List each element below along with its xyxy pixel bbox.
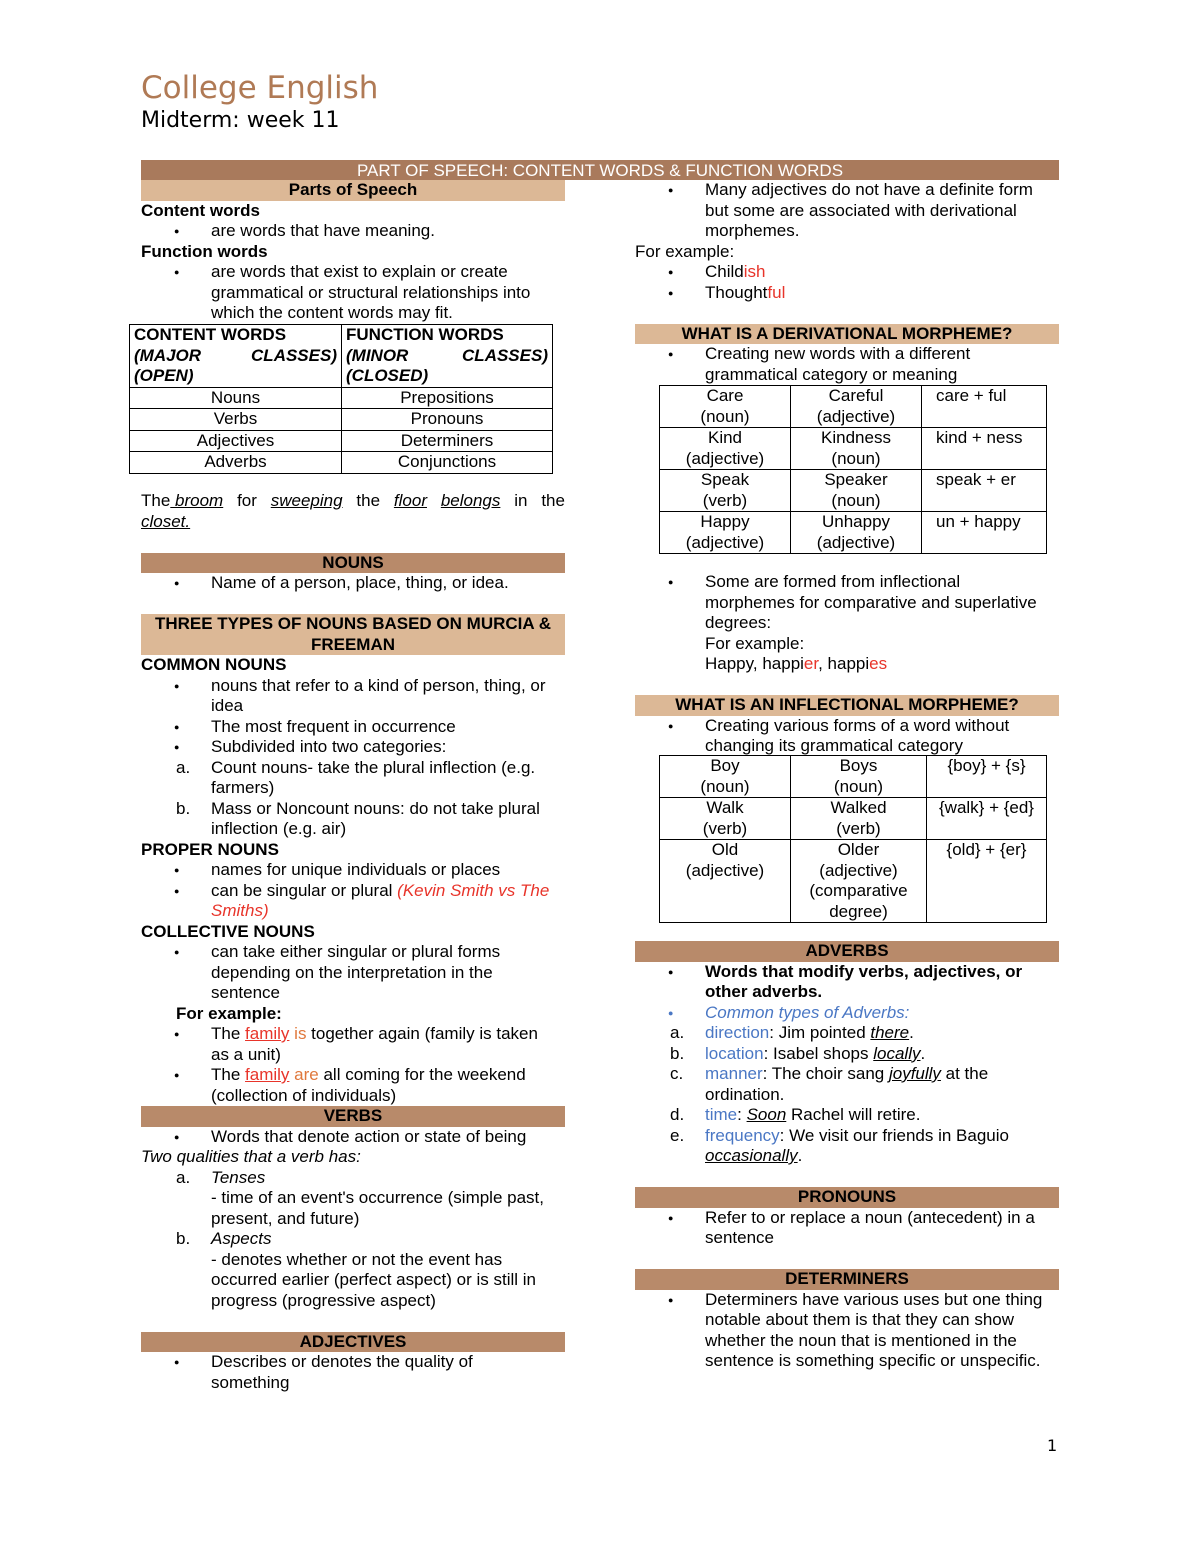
word: CLASSES) [251, 345, 337, 365]
line: ● Describes or denotes the quality of [211, 1352, 473, 1371]
collective-nouns-label: COLLECTIVE NOUNS [141, 921, 315, 941]
for-example-label: For example: [635, 241, 735, 261]
line: ● Refer to or replace a noun (antecedent) in a [705, 1207, 1035, 1227]
determiners-list [635, 1290, 1059, 1372]
line: Mass or Noncount nouns: do not take plural [211, 798, 540, 818]
table-cell [660, 840, 791, 923]
list-item [635, 1208, 1059, 1249]
suffix: ish [743, 262, 766, 281]
list-item: ● Words that denote action or state of being [141, 1127, 565, 1148]
text: together again (family is taken [306, 1024, 538, 1043]
list-item [141, 881, 565, 922]
line: morphemes. [705, 221, 800, 240]
line: whether the noun that is mentioned in the [705, 1330, 1017, 1350]
line: farmers) [211, 778, 275, 797]
table-cell: Prepositions [342, 387, 553, 409]
spacer [635, 1249, 1059, 1270]
word: The [141, 491, 171, 510]
table-row [660, 840, 1047, 923]
text: : We visit our friends in Baguio [779, 1125, 1009, 1145]
verbs-header: VERBS [141, 1106, 565, 1127]
line: (adjective) [816, 532, 896, 552]
line: FREEMAN [310, 634, 396, 654]
line: Count nouns- take the plural inflection (e.g. [211, 757, 536, 777]
word: the [356, 491, 381, 510]
word: for [237, 491, 257, 510]
line: Unhappy [821, 512, 891, 531]
table-cell [791, 386, 922, 428]
word: CLASSES) [462, 345, 548, 365]
line: (adjective) [819, 860, 898, 880]
nouns-header: NOUNS [141, 553, 565, 574]
left-column-lower [141, 491, 565, 1393]
list-item [635, 962, 1059, 1003]
list-item [141, 799, 565, 840]
list-marker: b. [176, 1229, 191, 1248]
table-row [660, 756, 1047, 798]
line: which the content words may fit. [211, 303, 453, 322]
adverb-example: Soon [746, 1105, 787, 1124]
word: floor [393, 491, 427, 510]
text: . [920, 1043, 926, 1063]
line: idea [211, 696, 244, 715]
line [211, 1065, 565, 1086]
table-cell: Verbs [130, 409, 342, 431]
line: (noun) [831, 490, 881, 510]
table-row [130, 387, 553, 409]
content-words-list [141, 221, 565, 242]
list-marker: a. [670, 1023, 685, 1042]
spacer [141, 594, 565, 615]
page-number: 1 [1047, 1436, 1058, 1455]
function-words-label: Function words [141, 241, 268, 261]
line: Walk [706, 798, 744, 817]
text: Rachel will retire. [786, 1105, 921, 1124]
list-item: ● are words that have meaning. [141, 221, 565, 242]
content-words-label: Content words [141, 200, 260, 220]
line: grammatical or structural relationships into [211, 282, 531, 302]
right-column-top [635, 180, 1059, 385]
line [134, 346, 337, 367]
line: Speaker [824, 470, 888, 489]
content-function-table [129, 324, 553, 474]
two-qualities-label: Two qualities that a verb has: [141, 1147, 361, 1166]
list-item [635, 344, 1059, 385]
line: Boys [839, 756, 878, 775]
adverbs-header: ADVERBS [635, 941, 1059, 962]
line: depending on the interpretation in the [211, 962, 493, 982]
list-item [635, 1290, 1059, 1372]
highlight-word: family [245, 1065, 290, 1084]
line: grammatical category or meaning [705, 364, 958, 384]
line: Care [706, 386, 744, 405]
table-cell [791, 756, 927, 798]
table-cell [660, 756, 791, 798]
spacer [141, 532, 565, 553]
table-row [130, 409, 553, 431]
list-item [141, 942, 565, 1004]
line: ● Determiners have various uses but one thing [705, 1289, 1043, 1309]
line [705, 1146, 1059, 1167]
word [141, 491, 223, 512]
table-row [660, 470, 1047, 512]
line: (CLOSED) [346, 366, 429, 385]
inflectional-list [635, 716, 1059, 757]
line: CONTENT WORDS [134, 325, 287, 344]
list-item [141, 262, 565, 324]
list-item [635, 1126, 1059, 1167]
inflectional-degree-list [635, 572, 1059, 675]
adjectives-list-cont [635, 180, 1059, 242]
line: ordination. [705, 1084, 785, 1104]
nouns-list [141, 573, 565, 594]
list-marker: a. [176, 757, 191, 777]
word: broom [170, 491, 224, 510]
text: : Isabel shops [763, 1043, 874, 1063]
table-cell: Determiners [342, 430, 553, 452]
proper-nouns-list [141, 860, 565, 922]
list-item: ● Common types of Adverbs: [635, 1003, 1059, 1024]
text: Happy, happi [705, 654, 804, 673]
derivational-list [635, 344, 1059, 385]
list-item [635, 1044, 1059, 1065]
list-marker: b. [176, 798, 191, 818]
right-column-mid [635, 572, 1059, 757]
line: ● can take either singular or plural forms [211, 942, 501, 961]
adverbs-list [635, 962, 1059, 1024]
table-cell: {boy} + {s} [927, 756, 1047, 798]
list-item: ● Subdivided into two categories: [141, 737, 565, 758]
table-cell: speak + er [922, 470, 1047, 512]
inflectional-header: WHAT IS AN INFLECTIONAL MORPHEME? [635, 695, 1059, 716]
line: Boy [710, 756, 740, 775]
line: (noun) [700, 406, 750, 426]
proper-nouns-label: PROPER NOUNS [141, 839, 279, 859]
line: sentence [705, 1228, 774, 1247]
adverb-type: location [705, 1043, 764, 1063]
adjectives-header: ADJECTIVES [141, 1332, 565, 1353]
text: Thought [705, 282, 768, 302]
verbs-list [141, 1127, 565, 1148]
line: degrees: [705, 613, 772, 632]
line [705, 654, 1059, 675]
line: (noun) [700, 776, 750, 796]
list-item [635, 716, 1059, 757]
line: ● nouns that refer to a kind of person, thing, or [211, 675, 546, 695]
line: progress (progressive aspect) [211, 1290, 436, 1310]
line: ● Creating various forms of a word without [705, 715, 1010, 735]
highlight-word: are [289, 1065, 319, 1084]
function-words-list [141, 262, 565, 324]
spacer [141, 1311, 565, 1332]
list-item: ● The most frequent in occurrence [141, 717, 565, 738]
collective-nouns-list [141, 942, 565, 1004]
table-cell [791, 840, 927, 923]
line: (comparative [809, 881, 908, 900]
line: (noun) [831, 448, 881, 468]
line: Older [837, 840, 880, 859]
main-banner: PART OF SPEECH: CONTENT WORDS & FUNCTION WORDS [141, 160, 1059, 180]
line: ● Many adjectives do not have a definite form [705, 180, 1033, 199]
list-marker: d. [670, 1105, 685, 1124]
word: the [541, 491, 565, 510]
table-cell: care + ful [922, 386, 1047, 428]
table-cell: {old} + {er} [927, 840, 1047, 923]
list-item [141, 1024, 565, 1065]
table-cell [791, 798, 927, 840]
adverb-type: time [705, 1105, 738, 1124]
line [211, 881, 565, 902]
line: - denotes whether or not the event has [211, 1249, 503, 1269]
line: Kind [707, 428, 743, 447]
text: can be singular or plural [211, 880, 398, 900]
table-cell [791, 428, 922, 470]
line: changing its grammatical category [705, 736, 963, 755]
pronouns-header: PRONOUNS [635, 1187, 1059, 1208]
table-row [130, 430, 553, 452]
table-cell: kind + ness [922, 428, 1047, 470]
table-cell [791, 512, 922, 554]
table-cell: un + happy [922, 512, 1047, 554]
line: Tenses [211, 1167, 266, 1187]
line: sentence is something specific or unspecific. [705, 1351, 1041, 1370]
example-sentence [141, 491, 565, 512]
line: ● Words that modify verbs, adjectives, or [705, 961, 1023, 981]
three-types-header [141, 614, 565, 655]
determiners-header: DETERMINERS [635, 1269, 1059, 1290]
text: : [737, 1105, 747, 1124]
line: Walked [830, 798, 887, 817]
text: . [797, 1146, 803, 1165]
suffix: ful [767, 282, 786, 302]
word: (MINOR [346, 345, 409, 365]
line: (noun) [833, 776, 884, 796]
table-row [660, 386, 1047, 428]
list-item [141, 1229, 565, 1311]
pronouns-list [635, 1208, 1059, 1249]
table-cell: Pronouns [342, 409, 553, 431]
line: Happy [700, 512, 750, 531]
line: Aspects [211, 1229, 272, 1248]
list-item [141, 758, 565, 799]
line: ● Some are formed from inflectional [705, 572, 961, 591]
line: occurred earlier (perfect aspect) or is still in [211, 1270, 537, 1289]
table-cell [660, 798, 791, 840]
inflectional-table [659, 755, 1047, 923]
table-cell [660, 470, 791, 512]
suffix: er [803, 654, 819, 673]
adjectives-list [141, 1352, 565, 1393]
adverb-example: locally [873, 1043, 921, 1063]
table-cell: Adjectives [130, 430, 342, 452]
suffix: es [869, 654, 888, 673]
line: inflection (e.g. air) [211, 819, 347, 838]
list-item: ● Name of a person, place, thing, or idea. [141, 573, 565, 594]
spacer [635, 303, 1059, 324]
adverb-example: occasionally [705, 1146, 798, 1165]
table-header-row [130, 325, 553, 388]
line: (OPEN) [134, 366, 194, 385]
text: Child [705, 262, 744, 281]
line: present, and future) [211, 1208, 360, 1228]
text: : The choir sang [762, 1064, 889, 1083]
example-text: (Kevin Smith vs The [397, 880, 550, 900]
word: in [514, 491, 528, 510]
for-example-label: For example: [176, 1003, 282, 1023]
line [346, 346, 548, 367]
function-words-header-cell [342, 325, 553, 388]
line: For example: [705, 633, 805, 653]
adverb-example: there [870, 1023, 910, 1042]
line [211, 1024, 565, 1045]
table-row [660, 798, 1047, 840]
line: THREE TYPES OF NOUNS BASED ON MURCIA & [154, 614, 552, 633]
line: notable about them is that they can show [705, 1310, 1015, 1329]
adverb-type: manner [705, 1064, 763, 1083]
text: , happi [818, 654, 870, 673]
table-cell [660, 512, 791, 554]
adverb-type: direction [705, 1023, 770, 1042]
line: other adverbs. [705, 982, 823, 1001]
table-cell [791, 470, 922, 512]
example-text: Smiths) [211, 901, 269, 920]
list-marker: a. [176, 1167, 191, 1187]
line: (collection of individuals) [211, 1085, 397, 1105]
list-item [635, 283, 1059, 304]
list-item: ● names for unique individuals or places [141, 860, 565, 881]
line: sentence [211, 983, 280, 1002]
line: Careful [828, 386, 884, 405]
line: (adjective) [816, 406, 896, 426]
table-cell [660, 428, 791, 470]
line: Old [711, 840, 739, 859]
text: at the [940, 1064, 989, 1083]
text: : Jim pointed [769, 1023, 871, 1042]
line: as a unit) [211, 1044, 281, 1064]
line: degree) [829, 901, 888, 921]
list-item [635, 262, 1059, 283]
list-item [141, 676, 565, 717]
line: Kindness [821, 428, 891, 447]
line: (adjective) [685, 860, 765, 880]
family-examples-list [141, 1024, 565, 1106]
list-marker: c. [670, 1064, 684, 1083]
example-sentence-end: closet. [141, 511, 191, 531]
line: (verb) [702, 490, 748, 510]
derivational-table [659, 385, 1047, 554]
content-words-header-cell [130, 325, 342, 388]
line: (verb) [702, 818, 748, 838]
table-cell: Adverbs [130, 452, 342, 474]
left-column [141, 180, 565, 324]
common-nouns-label: COMMON NOUNS [141, 655, 287, 674]
list-item [635, 572, 1059, 675]
spacer [635, 1167, 1059, 1188]
list-item [635, 1105, 1059, 1126]
line: ● are words that exist to explain or create [211, 262, 508, 281]
line: ● Creating new words with a different [705, 344, 971, 363]
list-item [635, 180, 1059, 242]
text: all coming for the weekend [318, 1065, 526, 1084]
common-nouns-list [141, 676, 565, 758]
list-item [141, 1065, 565, 1106]
table-row [660, 512, 1047, 554]
parts-of-speech-header: Parts of Speech [141, 180, 565, 201]
line: (verb) [836, 818, 881, 838]
text: The [211, 1024, 246, 1043]
text: . [909, 1023, 914, 1042]
list-item [635, 1023, 1059, 1044]
table-row [660, 428, 1047, 470]
table-cell: Conjunctions [342, 452, 553, 474]
table-cell: Nouns [130, 387, 342, 409]
derivational-header: WHAT IS A DERIVATIONAL MORPHEME? [635, 324, 1059, 345]
list-item [141, 1352, 565, 1393]
line: (adjective) [685, 448, 765, 468]
list-marker: b. [670, 1043, 685, 1063]
line [705, 1064, 1059, 1085]
table-row [130, 452, 553, 474]
adverb-type: frequency [705, 1125, 780, 1145]
word: (MAJOR [134, 345, 202, 365]
highlight-word: is [289, 1024, 307, 1043]
list-marker: e. [670, 1125, 685, 1145]
table-cell: {walk} + {ed} [927, 798, 1047, 840]
line: FUNCTION WORDS [346, 325, 504, 344]
line: Speak [700, 470, 750, 489]
line: but some are associated with derivational [705, 200, 1017, 220]
adverb-example: joyfully [888, 1064, 941, 1083]
list-item [141, 1168, 565, 1230]
line: morphemes for comparative and superlative [705, 592, 1037, 612]
line: - time of an event's occurrence (simple past, [211, 1188, 544, 1207]
table-cell [660, 386, 791, 428]
line [705, 1126, 1059, 1147]
line: (adjective) [685, 532, 765, 552]
word: sweeping [270, 491, 343, 510]
text: The [211, 1065, 246, 1084]
adjective-examples-list [635, 262, 1059, 303]
spacer [635, 675, 1059, 696]
line: something [211, 1372, 290, 1392]
page-title: College English [141, 70, 379, 106]
page-subtitle: Midterm: week 11 [141, 108, 340, 133]
word: belongs [440, 491, 501, 510]
right-column-lower [635, 941, 1059, 1372]
list-item [635, 1064, 1059, 1105]
highlight-word: family [245, 1024, 290, 1043]
